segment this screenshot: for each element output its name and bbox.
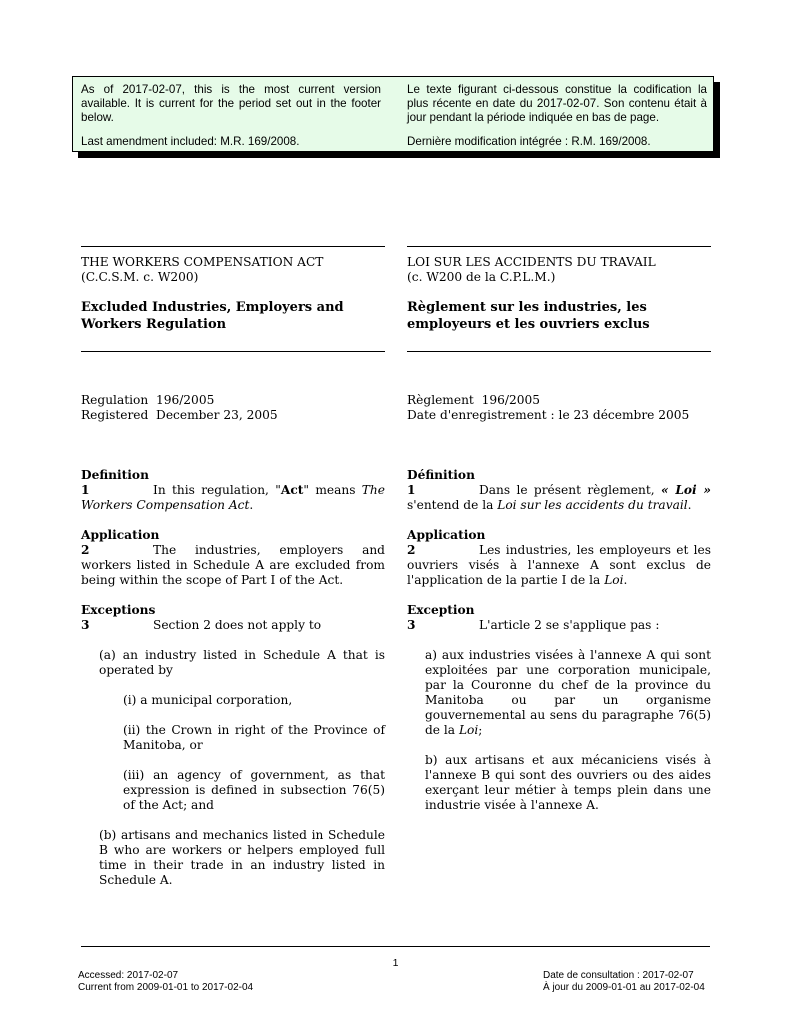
section-2-number: 2 [407, 543, 416, 557]
section-1-text [81, 483, 385, 513]
section-2-body: The industries, employers and workers listed in Schedule A are excluded from being within the scope of Part I of the Act. [81, 543, 385, 587]
regulation-number: 196/2005 [155, 393, 215, 407]
french-column [407, 246, 711, 813]
regulation-number: 196/2005 [481, 393, 540, 407]
banner-fr-status: Le texte figurant ci-dessous constitue la codification la plus récente en date du 2017-02-07. Son contenu était à jour pendant la période indiquée en bas de page. [407, 83, 707, 124]
section-1-number: 1 [407, 483, 416, 497]
defined-term: Act [280, 483, 304, 497]
section-3-intro [407, 618, 711, 633]
section-3-heading: Exceptions [81, 603, 156, 617]
clause-a-end: ; [478, 723, 483, 737]
regulation-title: Excluded Industries, Employers and Workers Regulation [81, 300, 344, 332]
section-1-part: s'entend de la [407, 498, 498, 512]
loi-italic: Loi [458, 723, 479, 737]
section-1-part: Dans le présent règlement, [479, 483, 661, 497]
section-3-intro-text: Section 2 does not apply to [153, 618, 322, 632]
clause-a: (a) an industry listed in Schedule A that is operated by [99, 648, 385, 677]
registered-label: Registered [81, 408, 149, 422]
section-3-intro [81, 618, 385, 633]
section-2-heading: Application [407, 528, 486, 542]
footer-english [78, 970, 253, 994]
subclause-iii: (iii) an agency of government, as that expression is defined in subsection 76(5) of the Act; and [123, 768, 385, 812]
footer-french [543, 970, 705, 994]
loi-italic: Loi [604, 573, 624, 587]
banner-french [407, 83, 707, 149]
section-2-number: 2 [81, 543, 90, 557]
title-rule-top [81, 246, 385, 247]
regulation-meta [407, 393, 711, 423]
banner-english [81, 83, 381, 149]
footer-accessed: Date de consultation : 2017-02-07 [543, 970, 694, 981]
section-2-heading: Application [81, 528, 160, 542]
section-1-part: . [249, 498, 254, 512]
section-1-heading: Definition [81, 468, 149, 482]
title-rule-bottom [81, 351, 385, 352]
act-citation: (C.C.S.M. c. W200) [81, 270, 199, 284]
section-2-text [81, 543, 385, 588]
section-1-part: . [687, 498, 692, 512]
banner-fr-amendment: Dernière modification intégrée : R.M. 169/2008. [407, 135, 651, 148]
regulation-number-label: Règlement [407, 393, 474, 407]
section-1-part: " means [303, 483, 362, 497]
footer-current: À jour du 2009-01-01 au 2017-02-04 [543, 982, 705, 993]
clause-a [425, 648, 711, 738]
defined-term: « Loi » [661, 483, 711, 497]
registered-label: Date d'enregistrement : [407, 408, 555, 422]
section-3-heading: Exception [407, 603, 475, 617]
section-3-number: 3 [81, 618, 90, 632]
section-1-heading: Définition [407, 468, 475, 482]
clause-a-text: a) aux industries visées à l'annexe A qui sont exploitées par une corporation municipale, par la Couronne du chef de la province du Manitoba ou par un organisme gouvernemental au sens du paragraphe 76(5) de la [425, 648, 711, 737]
banner-en-status: As of 2017-02-07, this is the most current version available. It is current for the period set out in the footer below. [81, 83, 381, 124]
title-rule-bottom [407, 351, 711, 352]
banner-en-amendment: Last amendment included: M.R. 169/2008. [81, 135, 300, 148]
section-2-text [407, 543, 711, 588]
act-title-italic: Loi sur les accidents du travail [497, 498, 688, 512]
regulation-title: Règlement sur les industries, les employeurs et les ouvriers exclus [407, 300, 650, 332]
section-2-end: . [623, 573, 628, 587]
subclause-i: (i) a municipal corporation, [123, 693, 293, 707]
footer-rule [81, 946, 710, 947]
subclause-ii: (ii) the Crown in right of the Province of Manitoba, or [123, 723, 385, 752]
registered-date: December 23, 2005 [156, 408, 278, 422]
section-3-intro-text: L'article 2 se s'applique pas : [479, 618, 660, 632]
section-2-body: Les industries, les employeurs et les ouvriers visés à l'annexe A sont exclus de l'application de la partie I de la [407, 543, 711, 587]
act-name: THE WORKERS COMPENSATION ACT [81, 255, 324, 269]
regulation-number-label: Regulation [81, 393, 149, 407]
currency-notice-banner [72, 76, 714, 152]
section-1-part: In this regulation, " [153, 483, 281, 497]
section-1-text [407, 483, 711, 513]
act-citation: (c. W200 de la C.P.L.M.) [407, 270, 556, 284]
page-number: 1 [392, 957, 399, 969]
title-rule-top [407, 246, 711, 247]
regulation-meta [81, 393, 385, 423]
english-column [81, 246, 385, 888]
clause-b: (b) artisans and mechanics listed in Schedule B who are workers or helpers employed full time in their trade in an industry listed in Schedule A. [99, 828, 385, 887]
footer-current: Current from 2009-01-01 to 2017-02-04 [78, 982, 254, 993]
act-name: LOI SUR LES ACCIDENTS DU TRAVAIL [407, 255, 656, 269]
section-3-number: 3 [407, 618, 416, 632]
footer-accessed: Accessed: 2017-02-07 [78, 970, 179, 981]
section-1-number: 1 [81, 483, 90, 497]
act-title-italic: The Workers Compensation Act [81, 483, 385, 512]
clause-b: b) aux artisans et aux mécaniciens visés à l'annexe B qui sont des ouvriers ou des aides exerçant leur métier à temps plein dans une industrie visée à l'annexe A. [425, 753, 711, 812]
registered-date: le 23 décembre 2005 [558, 408, 690, 422]
